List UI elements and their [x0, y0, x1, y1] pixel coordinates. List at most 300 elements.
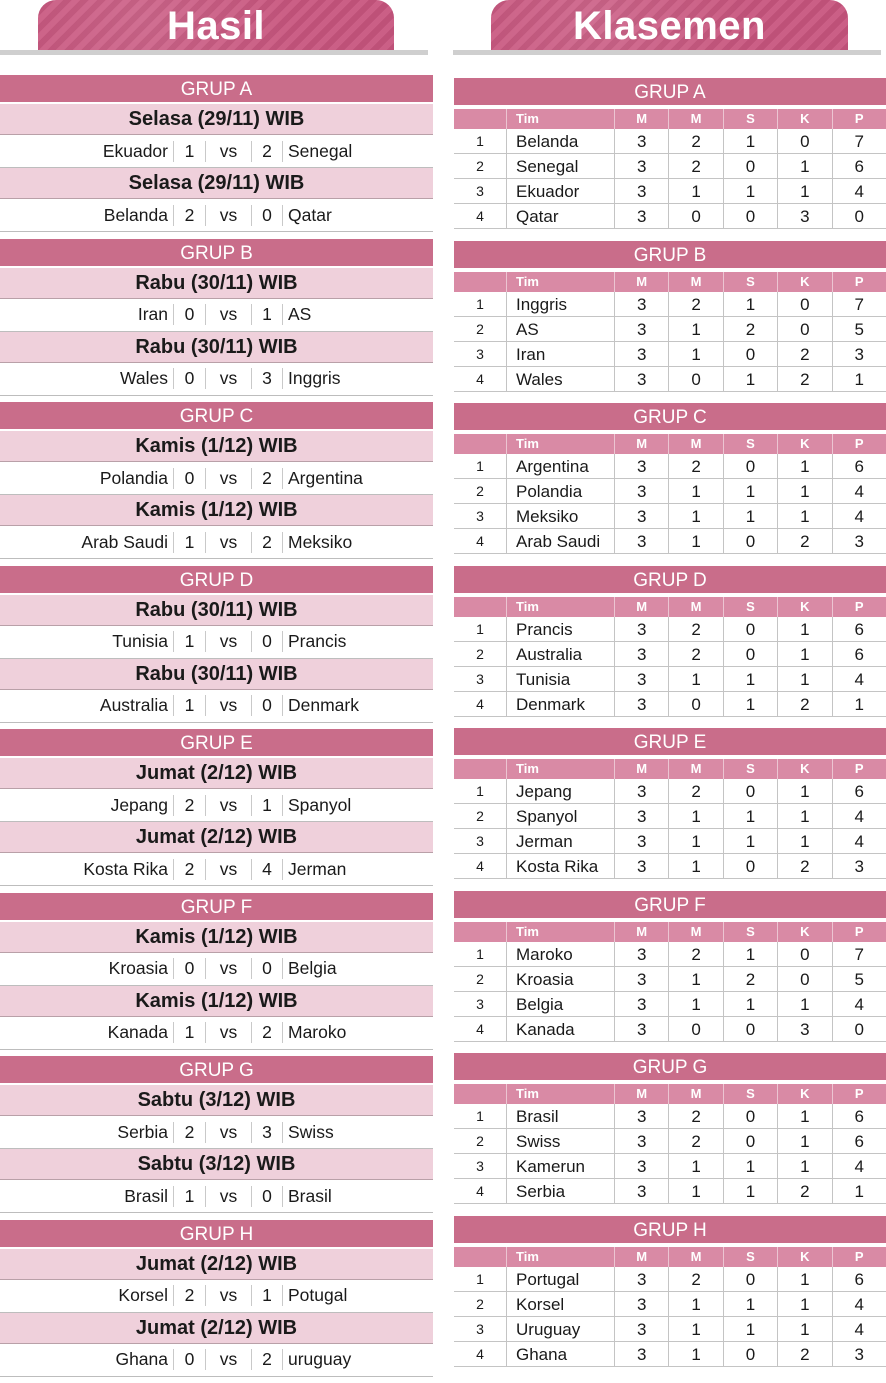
stat-cell: 2	[668, 1267, 722, 1291]
stat-cell: 1	[723, 1317, 777, 1341]
team-cell: Inggris	[506, 292, 614, 316]
home-score: 2	[173, 205, 205, 226]
standings-row	[454, 342, 886, 367]
home-team: Kroasia	[0, 958, 173, 979]
stat-cell: 3	[832, 529, 886, 553]
stat-cell: 6	[832, 642, 886, 666]
stat-cell: 3	[614, 1267, 668, 1291]
header-cell: P	[832, 597, 886, 617]
header-cell: Tim	[506, 434, 614, 454]
versus-label: vs	[205, 1285, 251, 1306]
away-team: Belgia	[283, 958, 433, 979]
stat-cell: 3	[614, 204, 668, 228]
stat-cell: 1	[777, 1267, 831, 1291]
stat-cell: 0	[668, 692, 722, 716]
stat-cell: 0	[832, 204, 886, 228]
stat-cell: 3	[614, 804, 668, 828]
rank-cell: 1	[454, 617, 506, 641]
standings-group-header: GRUP F	[454, 891, 886, 920]
home-score: 1	[173, 631, 205, 652]
stat-cell: 1	[668, 829, 722, 853]
match-row	[0, 462, 433, 495]
header-cell: M	[614, 1247, 668, 1267]
versus-label: vs	[205, 368, 251, 389]
stat-cell: 1	[723, 129, 777, 153]
standings-row	[454, 992, 886, 1017]
header-cell: M	[668, 922, 722, 942]
stat-cell: 2	[668, 292, 722, 316]
standings-table-header	[454, 759, 886, 779]
stat-cell: 2	[777, 342, 831, 366]
stat-cell: 3	[614, 779, 668, 803]
standings-row	[454, 1179, 886, 1204]
away-team: Maroko	[283, 1022, 433, 1043]
team-cell: Australia	[506, 642, 614, 666]
match-row	[0, 953, 433, 986]
away-score: 0	[251, 695, 283, 716]
standings-row	[454, 667, 886, 692]
header-cell: P	[832, 1247, 886, 1267]
stat-cell: 2	[777, 1179, 831, 1203]
versus-label: vs	[205, 859, 251, 880]
stat-cell: 1	[723, 829, 777, 853]
home-score: 1	[173, 1022, 205, 1043]
team-cell: Uruguay	[506, 1317, 614, 1341]
match-date-band: Rabu (30/11) WIB	[0, 595, 433, 626]
home-team: Kosta Rika	[0, 859, 173, 880]
team-cell: Meksiko	[506, 504, 614, 528]
match-row	[0, 626, 433, 659]
stat-cell: 0	[777, 942, 831, 966]
header-cell: S	[723, 1247, 777, 1267]
away-team: Swiss	[283, 1122, 433, 1143]
stat-cell: 1	[777, 1129, 831, 1153]
match-date-band: Sabtu (3/12) WIB	[0, 1085, 433, 1116]
header-cell: K	[777, 759, 831, 779]
stat-cell: 5	[832, 317, 886, 341]
rank-cell: 3	[454, 992, 506, 1016]
stat-cell: 4	[832, 479, 886, 503]
stat-cell: 1	[832, 692, 886, 716]
results-group-header: GRUP D	[0, 566, 433, 595]
match-row	[0, 789, 433, 822]
stat-cell: 1	[777, 1104, 831, 1128]
stat-cell: 1	[668, 804, 722, 828]
stat-cell: 3	[614, 992, 668, 1016]
header-rank-cell	[454, 1247, 506, 1267]
standings-row	[454, 1017, 886, 1042]
stat-cell: 2	[668, 154, 722, 178]
stat-cell: 3	[832, 854, 886, 878]
results-group-header: GRUP G	[0, 1056, 433, 1085]
standings-table-header	[454, 434, 886, 454]
header-cell: Tim	[506, 922, 614, 942]
standings-row	[454, 804, 886, 829]
stat-cell: 4	[832, 179, 886, 203]
standings-row	[454, 292, 886, 317]
header-cell: K	[777, 1084, 831, 1104]
stat-cell: 1	[777, 829, 831, 853]
results-group-header: GRUP C	[0, 402, 433, 431]
versus-label: vs	[205, 304, 251, 325]
rank-cell: 1	[454, 292, 506, 316]
stat-cell: 1	[777, 617, 831, 641]
home-score: 0	[173, 304, 205, 325]
team-cell: Swiss	[506, 1129, 614, 1153]
match-date-band: Jumat (2/12) WIB	[0, 1249, 433, 1280]
stat-cell: 6	[832, 1267, 886, 1291]
stat-cell: 1	[777, 1317, 831, 1341]
rank-cell: 2	[454, 479, 506, 503]
match-date-band: Selasa (29/11) WIB	[0, 168, 433, 199]
header-cell: K	[777, 109, 831, 129]
team-cell: AS	[506, 317, 614, 341]
home-score: 2	[173, 859, 205, 880]
away-score: 1	[251, 795, 283, 816]
rank-cell: 3	[454, 1317, 506, 1341]
match-row	[0, 1180, 433, 1213]
team-cell: Jepang	[506, 779, 614, 803]
stat-cell: 1	[723, 804, 777, 828]
stat-cell: 4	[832, 992, 886, 1016]
stat-cell: 3	[614, 529, 668, 553]
home-score: 0	[173, 468, 205, 489]
away-team: Potugal	[283, 1285, 433, 1306]
standings-row	[454, 1104, 886, 1129]
home-score: 0	[173, 368, 205, 389]
header-rank-cell	[454, 759, 506, 779]
versus-label: vs	[205, 468, 251, 489]
away-score: 3	[251, 368, 283, 389]
stat-cell: 1	[668, 504, 722, 528]
home-team: Kanada	[0, 1022, 173, 1043]
stat-cell: 1	[723, 292, 777, 316]
match-date-band: Kamis (1/12) WIB	[0, 986, 433, 1017]
rank-cell: 2	[454, 1292, 506, 1316]
match-row	[0, 1017, 433, 1050]
stat-cell: 1	[668, 1292, 722, 1316]
standings-table-header	[454, 109, 886, 129]
stat-cell: 0	[832, 1017, 886, 1041]
stat-cell: 5	[832, 967, 886, 991]
stat-cell: 7	[832, 129, 886, 153]
stat-cell: 3	[614, 642, 668, 666]
versus-label: vs	[205, 795, 251, 816]
stat-cell: 1	[777, 667, 831, 691]
stat-cell: 3	[614, 154, 668, 178]
stat-cell: 1	[832, 367, 886, 391]
away-score: 1	[251, 304, 283, 325]
header-cell: K	[777, 597, 831, 617]
home-score: 2	[173, 795, 205, 816]
rank-cell: 4	[454, 204, 506, 228]
header-cell: M	[614, 1084, 668, 1104]
stat-cell: 1	[777, 1154, 831, 1178]
header-cell: P	[832, 434, 886, 454]
header-cell: S	[723, 759, 777, 779]
home-team: Jepang	[0, 795, 173, 816]
stat-cell: 1	[777, 779, 831, 803]
stat-cell: 0	[723, 204, 777, 228]
standings-row	[454, 942, 886, 967]
home-team: Wales	[0, 368, 173, 389]
header-cell: P	[832, 1084, 886, 1104]
results-group-header: GRUP H	[0, 1220, 433, 1249]
stat-cell: 0	[723, 529, 777, 553]
standings-group	[454, 1216, 886, 1379]
team-cell: Brasil	[506, 1104, 614, 1128]
home-score: 1	[173, 695, 205, 716]
away-score: 2	[251, 532, 283, 553]
standings-group-header: GRUP E	[454, 728, 886, 757]
header-cell: P	[832, 759, 886, 779]
header-cell: M	[668, 1084, 722, 1104]
versus-label: vs	[205, 532, 251, 553]
rank-cell: 3	[454, 179, 506, 203]
stat-cell: 1	[723, 1179, 777, 1203]
home-team: Australia	[0, 695, 173, 716]
rank-cell: 3	[454, 829, 506, 853]
team-cell: Jerman	[506, 829, 614, 853]
rank-cell: 4	[454, 367, 506, 391]
stat-cell: 1	[723, 179, 777, 203]
versus-label: vs	[205, 1022, 251, 1043]
results-group	[0, 1220, 433, 1383]
stat-cell: 3	[614, 1292, 668, 1316]
standings-group	[454, 728, 886, 891]
stat-cell: 4	[832, 1154, 886, 1178]
stat-cell: 3	[777, 204, 831, 228]
rank-cell: 4	[454, 854, 506, 878]
stat-cell: 1	[723, 942, 777, 966]
match-row	[0, 1116, 433, 1149]
stat-cell: 3	[614, 179, 668, 203]
stat-cell: 2	[777, 854, 831, 878]
match-row	[0, 1280, 433, 1313]
stat-cell: 6	[832, 1104, 886, 1128]
stat-cell: 1	[777, 504, 831, 528]
standings-table-header	[454, 922, 886, 942]
stat-cell: 1	[723, 367, 777, 391]
match-date-band: Sabtu (3/12) WIB	[0, 1149, 433, 1180]
standings-row	[454, 129, 886, 154]
stat-cell: 3	[614, 367, 668, 391]
header-cell: Tim	[506, 597, 614, 617]
home-team: Serbia	[0, 1122, 173, 1143]
rank-cell: 4	[454, 692, 506, 716]
header-rank-cell	[454, 109, 506, 129]
stat-cell: 2	[777, 529, 831, 553]
standings-row	[454, 479, 886, 504]
results-group	[0, 239, 433, 403]
results-group	[0, 402, 433, 566]
stat-cell: 0	[723, 1104, 777, 1128]
match-date-band: Jumat (2/12) WIB	[0, 822, 433, 853]
standings-row	[454, 829, 886, 854]
stat-cell: 1	[723, 692, 777, 716]
away-score: 0	[251, 205, 283, 226]
stat-cell: 4	[832, 1292, 886, 1316]
results-group	[0, 566, 433, 730]
header-cell: M	[668, 109, 722, 129]
header-rank-cell	[454, 272, 506, 292]
standings-group	[454, 566, 886, 729]
stat-cell: 1	[777, 454, 831, 478]
standings-row	[454, 1292, 886, 1317]
rank-cell: 2	[454, 317, 506, 341]
header-rank-cell	[454, 597, 506, 617]
rank-cell: 1	[454, 779, 506, 803]
versus-label: vs	[205, 141, 251, 162]
versus-label: vs	[205, 958, 251, 979]
rank-cell: 2	[454, 804, 506, 828]
header-cell: Tim	[506, 109, 614, 129]
away-team: Meksiko	[283, 532, 433, 553]
standings-group-header: GRUP C	[454, 403, 886, 432]
stat-cell: 0	[723, 854, 777, 878]
versus-label: vs	[205, 1186, 251, 1207]
stat-cell: 3	[832, 342, 886, 366]
standings-column	[454, 78, 886, 1378]
klasemen-title-tab: Klasemen	[491, 0, 848, 50]
hasil-divider	[0, 50, 428, 55]
stat-cell: 3	[614, 454, 668, 478]
versus-label: vs	[205, 1122, 251, 1143]
stat-cell: 0	[777, 967, 831, 991]
stat-cell: 1	[777, 992, 831, 1016]
header-cell: S	[723, 434, 777, 454]
team-cell: Ghana	[506, 1342, 614, 1366]
standings-row	[454, 1154, 886, 1179]
away-team: Inggris	[283, 368, 433, 389]
standings-row	[454, 204, 886, 229]
stat-cell: 1	[777, 179, 831, 203]
stat-cell: 6	[832, 1129, 886, 1153]
team-cell: Iran	[506, 342, 614, 366]
match-date-band: Rabu (30/11) WIB	[0, 332, 433, 363]
match-date-band: Rabu (30/11) WIB	[0, 268, 433, 299]
header-cell: P	[832, 272, 886, 292]
header-cell: M	[614, 272, 668, 292]
team-cell: Prancis	[506, 617, 614, 641]
standings-group-header: GRUP G	[454, 1053, 886, 1082]
rank-cell: 3	[454, 667, 506, 691]
stat-cell: 3	[614, 1179, 668, 1203]
header-rank-cell	[454, 1084, 506, 1104]
versus-label: vs	[205, 205, 251, 226]
stat-cell: 6	[832, 779, 886, 803]
header-cell: K	[777, 434, 831, 454]
standings-table-header	[454, 1247, 886, 1267]
stat-cell: 0	[723, 1342, 777, 1366]
match-row	[0, 853, 433, 886]
stat-cell: 4	[832, 1317, 886, 1341]
stat-cell: 1	[777, 154, 831, 178]
standings-group	[454, 78, 886, 241]
team-cell: Serbia	[506, 1179, 614, 1203]
home-score: 2	[173, 1122, 205, 1143]
team-cell: Belanda	[506, 129, 614, 153]
stat-cell: 3	[614, 1342, 668, 1366]
header-cell: M	[614, 434, 668, 454]
rank-cell: 4	[454, 529, 506, 553]
stat-cell: 3	[614, 1104, 668, 1128]
away-score: 0	[251, 1186, 283, 1207]
standings-table-header	[454, 272, 886, 292]
standings-group-header: GRUP B	[454, 241, 886, 270]
standings-row	[454, 967, 886, 992]
stat-cell: 2	[668, 942, 722, 966]
stat-cell: 3	[614, 342, 668, 366]
home-score: 0	[173, 1349, 205, 1370]
rank-cell: 3	[454, 342, 506, 366]
results-group	[0, 75, 433, 239]
team-cell: Kosta Rika	[506, 854, 614, 878]
team-cell: Spanyol	[506, 804, 614, 828]
stat-cell: 6	[832, 454, 886, 478]
away-team: Denmark	[283, 695, 433, 716]
stat-cell: 1	[723, 504, 777, 528]
stat-cell: 1	[668, 992, 722, 1016]
home-score: 1	[173, 1186, 205, 1207]
stat-cell: 3	[614, 317, 668, 341]
stat-cell: 1	[668, 854, 722, 878]
stat-cell: 3	[777, 1017, 831, 1041]
header-cell: Tim	[506, 1247, 614, 1267]
header-cell: M	[668, 759, 722, 779]
stat-cell: 1	[723, 1154, 777, 1178]
standings-row	[454, 1267, 886, 1292]
rank-cell: 3	[454, 504, 506, 528]
stat-cell: 1	[668, 479, 722, 503]
stat-cell: 1	[668, 342, 722, 366]
stat-cell: 6	[832, 617, 886, 641]
standings-row	[454, 367, 886, 392]
stat-cell: 2	[668, 617, 722, 641]
stat-cell: 4	[832, 504, 886, 528]
team-cell: Polandia	[506, 479, 614, 503]
home-team: Ekuador	[0, 141, 173, 162]
home-score: 0	[173, 958, 205, 979]
header-cell: S	[723, 272, 777, 292]
match-row	[0, 690, 433, 723]
stat-cell: 3	[614, 829, 668, 853]
match-row	[0, 363, 433, 396]
stat-cell: 1	[777, 642, 831, 666]
stat-cell: 1	[668, 1342, 722, 1366]
away-score: 2	[251, 468, 283, 489]
standings-row	[454, 1317, 886, 1342]
away-score: 2	[251, 1349, 283, 1370]
results-group-header: GRUP E	[0, 729, 433, 758]
stat-cell: 1	[777, 479, 831, 503]
standings-group	[454, 241, 886, 404]
standings-group-header: GRUP A	[454, 78, 886, 107]
standings-row	[454, 1342, 886, 1367]
header-cell: P	[832, 922, 886, 942]
stat-cell: 2	[668, 1129, 722, 1153]
header-cell: Tim	[506, 1084, 614, 1104]
stat-cell: 1	[668, 1154, 722, 1178]
results-group	[0, 1056, 433, 1220]
header-cell: Tim	[506, 759, 614, 779]
away-score: 1	[251, 1285, 283, 1306]
standings-table-header	[454, 1084, 886, 1104]
results-group-header: GRUP B	[0, 239, 433, 268]
stat-cell: 0	[723, 342, 777, 366]
standings-row	[454, 642, 886, 667]
team-cell: Senegal	[506, 154, 614, 178]
